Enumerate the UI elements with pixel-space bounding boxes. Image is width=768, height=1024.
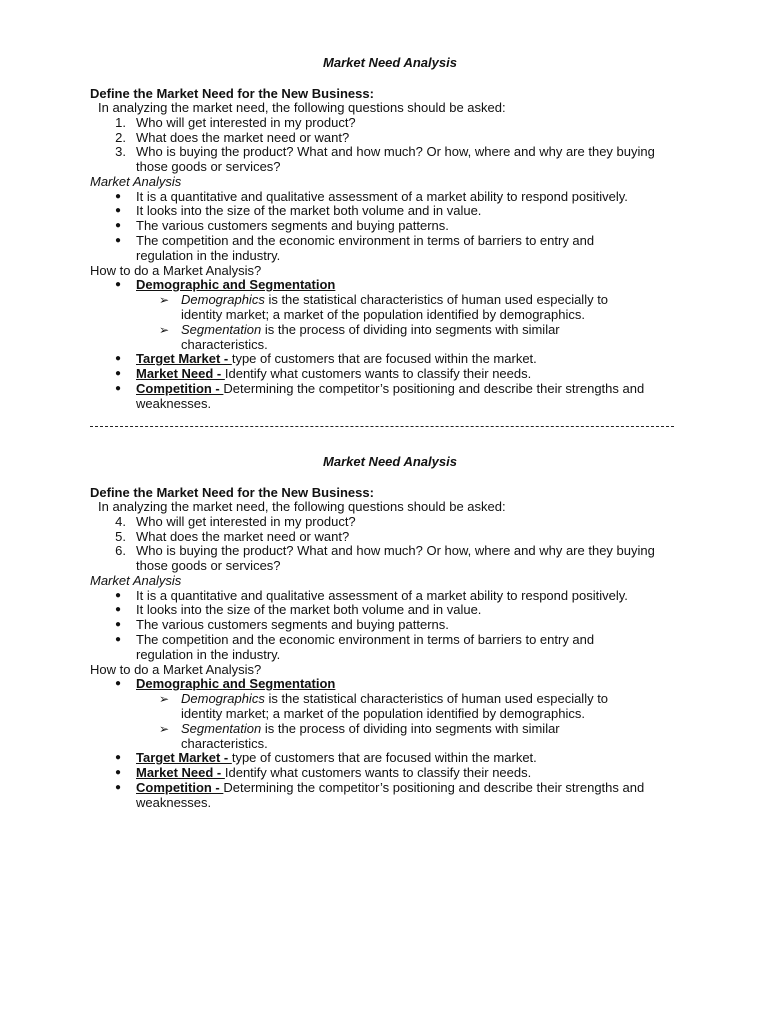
demographic-label: Demographic and Segmentation <box>136 676 336 691</box>
bullet-text: It is a quantitative and qualitative assessment of a market ability to respond positively. <box>136 588 628 603</box>
arrow-icon: ➢ <box>159 692 170 706</box>
bullet-text: It looks into the size of the market both volume and in value. <box>136 203 482 218</box>
sub-point-text <box>181 323 601 353</box>
sub-point-desc: is the statistical characteristics of human used especially to identity market; a market of the population identified by demographics. <box>181 292 609 322</box>
question-text: Who is buying the product? What and how much? Or how, where and why are they buying those goods or services? <box>136 543 655 573</box>
bullet-icon: ● <box>115 235 122 246</box>
question-text: Who will get interested in my product? <box>136 115 356 130</box>
key-item-desc: type of customers that are focused within the market. <box>231 351 537 366</box>
key-item-desc: Identify what customers wants to classify their needs. <box>224 366 532 381</box>
bullet-text: It is a quantitative and qualitative assessment of a market ability to respond positively. <box>136 189 628 204</box>
sub-point-text <box>181 722 601 752</box>
bullet-text: The various customers segments and buying patterns. <box>136 218 449 233</box>
key-item-desc: Determining the competitor’s positioning and describe their strengths and weaknesses. <box>136 780 645 810</box>
key-item-text <box>136 382 681 412</box>
key-item-term: Target Market - <box>136 351 232 366</box>
bullet-text: The various customers segments and buying patterns. <box>136 617 449 632</box>
bullet-text: The competition and the economic environment in terms of barriers to entry and regulation in the industry. <box>136 632 595 662</box>
bullet-icon: ● <box>115 205 122 216</box>
key-item-text <box>136 781 681 811</box>
key-item-text <box>136 352 696 367</box>
question-number: 4. <box>115 514 126 529</box>
market-analysis-label: Market Analysis <box>90 573 182 588</box>
bullet-icon: ● <box>115 678 122 689</box>
section-divider <box>90 426 674 427</box>
key-item-term: Target Market - <box>136 750 232 765</box>
question-number: 6. <box>115 543 126 558</box>
bullet-text: The competition and the economic environment in terms of barriers to entry and regulation in the industry. <box>136 233 595 263</box>
intro-text: In analyzing the market need, the following questions should be asked: <box>98 499 506 514</box>
key-item-desc: Identify what customers wants to classify their needs. <box>224 765 532 780</box>
key-item-text <box>136 367 696 382</box>
bullet-icon: ● <box>115 368 122 379</box>
question-number: 5. <box>115 529 126 544</box>
key-item-term: Market Need - <box>136 366 225 381</box>
key-item-term: Competition - <box>136 780 224 795</box>
sub-point-text <box>181 692 641 722</box>
key-item-desc: type of customers that are focused within the market. <box>231 750 537 765</box>
page-title: Market Need Analysis <box>323 55 457 70</box>
key-item-term: Market Need - <box>136 765 225 780</box>
section-heading: Define the Market Need for the New Business: <box>90 86 374 101</box>
key-item-desc: Determining the competitor’s positioning and describe their strengths and weaknesses. <box>136 381 645 411</box>
question-text: What does the market need or want? <box>136 529 350 544</box>
market-analysis-label: Market Analysis <box>90 174 182 189</box>
page-title: Market Need Analysis <box>323 454 457 469</box>
question-number: 1. <box>115 115 126 130</box>
key-item-text <box>136 751 696 766</box>
bullet-icon: ● <box>115 191 122 202</box>
question-number: 3. <box>115 144 126 159</box>
section-2 <box>0 454 768 810</box>
how-to-label: How to do a Market Analysis? <box>90 263 262 278</box>
arrow-icon: ➢ <box>159 323 170 337</box>
key-item-text <box>136 766 696 781</box>
bullet-icon: ● <box>115 604 122 615</box>
bullet-icon: ● <box>115 752 122 763</box>
question-text: Who is buying the product? What and how much? Or how, where and why are they buying those goods or services? <box>136 144 655 174</box>
arrow-icon: ➢ <box>159 722 170 736</box>
demographic-label: Demographic and Segmentation <box>136 277 336 292</box>
key-item-term: Competition - <box>136 381 224 396</box>
section-heading: Define the Market Need for the New Business: <box>90 485 374 500</box>
bullet-icon: ● <box>115 767 122 778</box>
question-number: 2. <box>115 130 126 145</box>
bullet-icon: ● <box>115 220 122 231</box>
arrow-icon: ➢ <box>159 293 170 307</box>
bullet-text: It looks into the size of the market both volume and in value. <box>136 602 482 617</box>
bullet-icon: ● <box>115 619 122 630</box>
bullet-icon: ● <box>115 383 122 394</box>
section-1 <box>0 55 768 411</box>
sub-point-desc: is the process of dividing into segments with similar characteristics. <box>181 322 560 352</box>
bullet-icon: ● <box>115 279 122 290</box>
sub-point-term: Demographics <box>181 292 265 307</box>
question-text: Who will get interested in my product? <box>136 514 356 529</box>
bullet-icon: ● <box>115 782 122 793</box>
question-text: What does the market need or want? <box>136 130 350 145</box>
intro-text: In analyzing the market need, the following questions should be asked: <box>98 100 506 115</box>
sub-point-text <box>181 293 641 323</box>
sub-point-term: Segmentation <box>181 322 262 337</box>
bullet-icon: ● <box>115 353 122 364</box>
how-to-label: How to do a Market Analysis? <box>90 662 262 677</box>
sub-point-term: Segmentation <box>181 721 262 736</box>
sub-point-term: Demographics <box>181 691 265 706</box>
sub-point-desc: is the statistical characteristics of human used especially to identity market; a market of the population identified by demographics. <box>181 691 609 721</box>
bullet-icon: ● <box>115 634 122 645</box>
bullet-icon: ● <box>115 590 122 601</box>
sub-point-desc: is the process of dividing into segments with similar characteristics. <box>181 721 560 751</box>
